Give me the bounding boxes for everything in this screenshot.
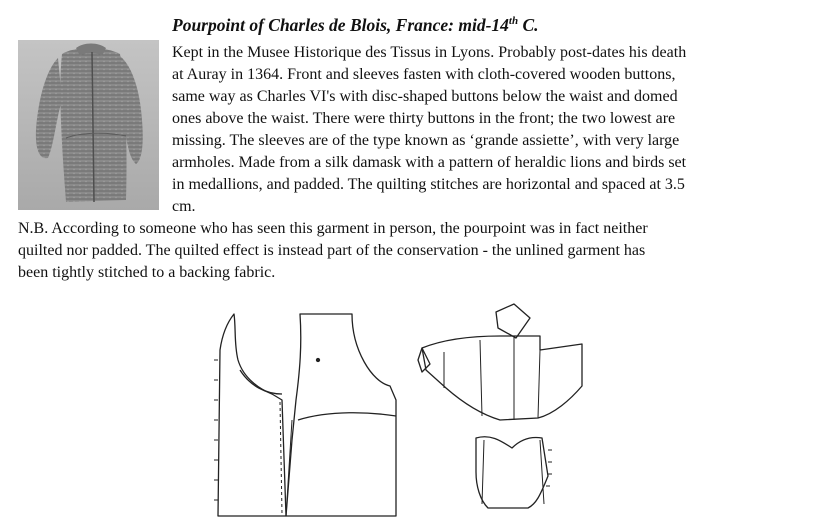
page-title [172, 14, 539, 36]
description-line: armholes. Made from a silk damask with a pattern of heraldic lions and birds set [172, 154, 687, 171]
description-line: same way as Charles VI's with disc-shaped buttons below the waist and domed [172, 88, 678, 105]
note-line: been tightly stitched to a backing fabric. [18, 264, 276, 281]
title-text: Pourpoint of Charles de Blois, France: mid-14 [172, 15, 509, 35]
description-line: at Auray in 1364. Front and sleeves fasten with cloth-covered wooden buttons, [172, 66, 676, 83]
description-line: Kept in the Musee Historique des Tissus in Lyons. Probably post-dates his death [172, 44, 687, 61]
garment-photo [18, 40, 159, 210]
pattern-body-pieces [214, 314, 396, 516]
title-superscript: th [508, 15, 519, 27]
description-line: in medallions, and padded. The quilting stitches are horizontal and spaced at 3.5 [172, 176, 685, 193]
description-line: cm. [172, 198, 196, 215]
pattern-sleeve-pieces [418, 304, 582, 508]
garment-photo-image [18, 40, 159, 210]
description-line: ones above the waist. There were thirty buttons in the front; the two lowest are [172, 110, 676, 127]
description-paragraph [172, 42, 686, 218]
note-line: N.B. According to someone who has seen this garment in person, the pourpoint was in fact neither [18, 220, 648, 237]
pattern-diagrams [0, 290, 837, 530]
note-paragraph [18, 218, 648, 284]
note-line: quilted nor padded. The quilted effect is instead part of the conservation - the unlined garment has [18, 242, 646, 259]
description-line: missing. The sleeves are of the type known as ‘grande assiette’, with very large [172, 132, 680, 149]
title-suffix: C. [518, 15, 539, 35]
